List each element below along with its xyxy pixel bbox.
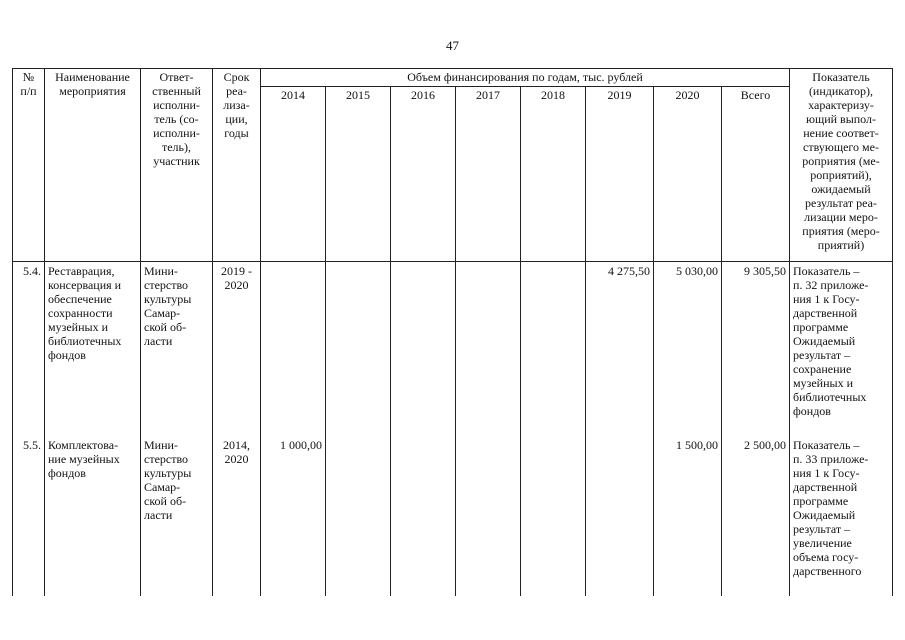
row-value-total: 2 500,00 [722, 436, 790, 596]
row-num: 5.4. [13, 262, 45, 437]
row-value-2020: 1 500,00 [654, 436, 722, 596]
table-row [13, 262, 893, 437]
row-value-2014 [261, 262, 326, 437]
row-name: Реставрация, консервация и обеспечение сохранности музейных и библиотечных фондов [45, 262, 141, 437]
row-executor: Мини- стерство культуры Самар- ской об- ласти [141, 436, 213, 596]
row-value-2018 [521, 436, 586, 596]
header-year-2018: 2018 [521, 87, 586, 262]
row-value-2014: 1 000,00 [261, 436, 326, 596]
header-indicator: Показатель (индикатор), характеризу- ющий выпол- нение соответ- ствующего ме- роприятия (ме- роприятий), ожидаемый результат реа- лизации меро- приятия (меро- приятий) [790, 69, 893, 262]
row-value-2016 [391, 262, 456, 437]
row-executor: Мини- стерство культуры Самар- ской об- ласти [141, 262, 213, 437]
row-name: Комплектова- ние музейных фондов [45, 436, 141, 596]
row-period: 2019 - 2020 [213, 262, 261, 437]
header-year-2015: 2015 [326, 87, 391, 262]
row-num: 5.5. [13, 436, 45, 596]
row-value-2018 [521, 262, 586, 437]
row-value-total: 9 305,50 [722, 262, 790, 437]
row-value-2017 [456, 436, 521, 596]
header-name: Наименование мероприятия [45, 69, 141, 262]
header-financing: Объем финансирования по годам, тыс. рублей [261, 69, 790, 87]
financing-table [12, 68, 893, 596]
header-total: Всего [722, 87, 790, 262]
row-value-2020: 5 030,00 [654, 262, 722, 437]
header-year-2020: 2020 [654, 87, 722, 262]
row-value-2015 [326, 436, 391, 596]
row-period: 2014, 2020 [213, 436, 261, 596]
row-indicator: Показатель – п. 32 приложе- ния 1 к Госу- дарственной программе Ожидаемый результат – сохранение музейных и библиотечных фондов [790, 262, 893, 437]
header-year-2017: 2017 [456, 87, 521, 262]
row-indicator: Показатель – п. 33 приложе- ния 1 к Госу- дарственной программе Ожидаемый результат – увеличение объема госу- дарственного [790, 436, 893, 596]
header-row-top [13, 69, 893, 87]
header-num: № п/п [13, 69, 45, 262]
row-value-2019: 4 275,50 [586, 262, 654, 437]
row-value-2017 [456, 262, 521, 437]
header-year-2014: 2014 [261, 87, 326, 262]
header-executor: Ответ- ственный исполни- тель (со- исполни- тель), участник [141, 69, 213, 262]
row-value-2019 [586, 436, 654, 596]
page-number: 47 [446, 38, 459, 53]
header-year-2019: 2019 [586, 87, 654, 262]
header-year-2016: 2016 [391, 87, 456, 262]
row-value-2016 [391, 436, 456, 596]
header-period: Срок реа- лиза- ции, годы [213, 69, 261, 262]
row-value-2015 [326, 262, 391, 437]
table-row [13, 436, 893, 596]
